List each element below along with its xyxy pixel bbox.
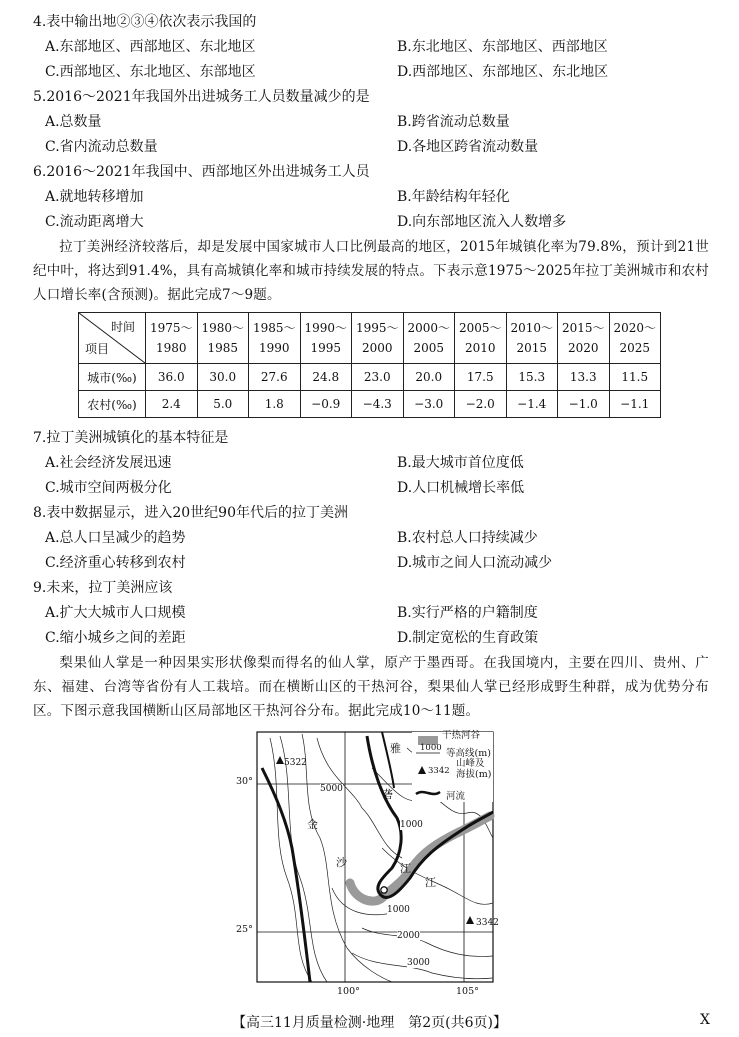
- row-label-rural: 农村(‰): [79, 391, 146, 418]
- q5-option-c: C.省内流动总数量: [45, 139, 158, 155]
- valley-point: [381, 887, 387, 893]
- table-cell: 17.5: [455, 364, 507, 391]
- peak-marker-5322: [276, 756, 284, 764]
- question-8-stem: 8.表中数据显示，进入20世纪90年代后的拉丁美洲: [33, 505, 348, 521]
- question-7-stem: 7.拉丁美洲城镇化的基本特征是: [33, 430, 229, 446]
- q4-option-c: C.西部地区、东北地区、东部地区: [45, 64, 256, 80]
- table-cell: 2.4: [146, 391, 198, 418]
- period-header: 1990～ 1995: [300, 313, 352, 364]
- q4-option-d: D.西部地区、东部地区、东北地区: [397, 64, 609, 80]
- corner-label-time: 时间: [110, 320, 135, 334]
- q9-option-b: B.实行严格的户籍制度: [397, 605, 538, 621]
- period-header: 1980～ 1985: [197, 313, 249, 364]
- table-cell: −1.0: [558, 391, 610, 418]
- period-header: 2005～ 2010: [455, 313, 507, 364]
- q8-option-d: D.城市之间人口流动减少: [397, 555, 553, 571]
- hengduan-valley-map: [232, 728, 526, 998]
- table-cell: −2.0: [455, 391, 507, 418]
- question-9-stem: 9.未来，拉丁美洲应该: [33, 580, 173, 596]
- table-cell: −3.0: [403, 391, 455, 418]
- river-char: 金: [307, 818, 318, 831]
- table-corner-cell: [79, 313, 146, 364]
- corner-label-item: 项目: [85, 342, 110, 356]
- contour-label: 1000: [387, 905, 410, 915]
- legend-valley-label: 干热河谷: [442, 730, 481, 741]
- table-cell: 24.8: [300, 364, 352, 391]
- period-header: 1995～ 2000: [352, 313, 404, 364]
- q4-option-b: B.东北地区、东部地区、西部地区: [397, 39, 608, 55]
- legend-river-label: 河流: [446, 791, 466, 802]
- contour-label: 3000: [407, 958, 430, 968]
- period-header: 1985～ 1990: [249, 313, 301, 364]
- legend-contour-label: 等高线(m): [446, 748, 491, 759]
- table-cell: 23.0: [352, 364, 404, 391]
- river-char: 沙: [336, 856, 347, 869]
- table-cell: 13.3: [558, 364, 610, 391]
- table-cell: −4.3: [352, 391, 404, 418]
- legend-peak-sample: 3342: [428, 766, 450, 776]
- period-header: 2010～ 2015: [506, 313, 558, 364]
- row-label-urban: 城市(‰): [79, 364, 146, 391]
- page-footer: 【高三11月质量检测·地理 第2页(共6页)】: [231, 1015, 507, 1031]
- corner-mark: X: [700, 1012, 710, 1028]
- passage-prickly-pear: 梨果仙人掌是一种因果实形状像梨而得名的仙人掌，原产于墨西哥。在我国境内，主要在四川、贵州、广东、福建、台湾等省份有人工栽培。而在横断山区的干热河谷，梨果仙人掌已经形成野生种群，成为优势分布区。下图示意我国横断山区局部地区干热河谷分布。据此完成10～11题。: [33, 655, 709, 719]
- q4-option-a: A.东部地区、西部地区、东北地区: [45, 39, 256, 55]
- population-growth-table: [78, 312, 661, 418]
- table-cell: 36.0: [146, 364, 198, 391]
- table-cell: 5.0: [197, 391, 249, 418]
- q8-option-b: B.农村总人口持续减少: [397, 530, 538, 546]
- q8-option-c: C.经济重心转移到农村: [45, 555, 186, 571]
- table-cell: 15.3: [506, 364, 558, 391]
- period-header: 2020～ 2025: [609, 313, 661, 364]
- q9-option-c: C.缩小城乡之间的差距: [45, 630, 186, 646]
- period-header: 2000～ 2005: [403, 313, 455, 364]
- legend-river-swatch: [416, 792, 440, 794]
- table-cell: 20.0: [403, 364, 455, 391]
- contour-label: 1000: [400, 820, 423, 830]
- lat-label-30: 30°: [236, 776, 253, 787]
- question-6-stem: 6.2016～2021年我国中、西部地区外出进城务工人员: [33, 164, 370, 180]
- q6-option-c: C.流动距离增大: [45, 214, 144, 230]
- peak-label-3342: 3342: [476, 918, 499, 928]
- q8-option-a: A.总人口呈减少的趋势: [45, 530, 186, 546]
- question-4-stem: 4.表中输出地②③④依次表示我国的: [33, 14, 257, 30]
- peak-label-5322: 5322: [284, 758, 307, 768]
- q5-option-a: A.总数量: [45, 114, 102, 130]
- legend-peak-label: 山峰及海拔(m): [456, 758, 492, 780]
- q7-option-a: A.社会经济发展迅速: [45, 455, 172, 471]
- q9-option-d: D.制定宽松的生育政策: [397, 630, 539, 646]
- lon-label-105: 105°: [456, 986, 479, 997]
- table-cell: −1.1: [609, 391, 661, 418]
- river-char: 江: [400, 862, 411, 875]
- legend-contour-sample: 1000: [420, 743, 442, 753]
- q7-option-b: B.最大城市首位度低: [397, 455, 524, 471]
- table-cell: 1.8: [249, 391, 301, 418]
- passage-latin-america: 拉丁美洲经济较落后，却是发展中国家城市人口比例最高的地区，2015年城镇化率为79.8%，预计到21世纪中叶，将达到91.4%，具有高城镇化率和城市持续发展的特点。下表示意1975～2025年拉丁美洲城市和农村人口增长率(含预测)。据此完成7～9题。: [33, 239, 709, 303]
- river-char: 砻: [382, 788, 393, 801]
- lat-label-25: 25°: [236, 924, 253, 935]
- q6-option-a: A.就地转移增加: [45, 189, 144, 205]
- table-cell: 11.5: [609, 364, 661, 391]
- q7-option-c: C.城市空间两极分化: [45, 480, 172, 496]
- river-char: 江: [425, 876, 436, 889]
- q5-option-d: D.各地区跨省流动数量: [397, 139, 539, 155]
- table-cell: −1.4: [506, 391, 558, 418]
- q6-option-b: B.年龄结构年轻化: [397, 189, 510, 205]
- q5-option-b: B.跨省流动总数量: [397, 114, 510, 130]
- contour-label: 5000: [320, 784, 343, 794]
- question-5-stem: 5.2016～2021年我国外出进城务工人员数量减少的是: [33, 89, 370, 105]
- period-header: 2015～ 2020: [558, 313, 610, 364]
- river-char: 雅: [390, 742, 401, 755]
- table-cell: 30.0: [197, 364, 249, 391]
- lon-label-100: 100°: [337, 986, 360, 997]
- q6-option-d: D.向东部地区流入人数增多: [397, 214, 567, 230]
- peak-marker-3342: [466, 916, 474, 924]
- contour-label: 2000: [397, 931, 420, 941]
- table-cell: 27.6: [249, 364, 301, 391]
- period-header: 1975～ 1980: [146, 313, 198, 364]
- table-cell: −0.9: [300, 391, 352, 418]
- q9-option-a: A.扩大大城市人口规模: [45, 605, 186, 621]
- q7-option-d: D.人口机械增长率低: [397, 480, 525, 496]
